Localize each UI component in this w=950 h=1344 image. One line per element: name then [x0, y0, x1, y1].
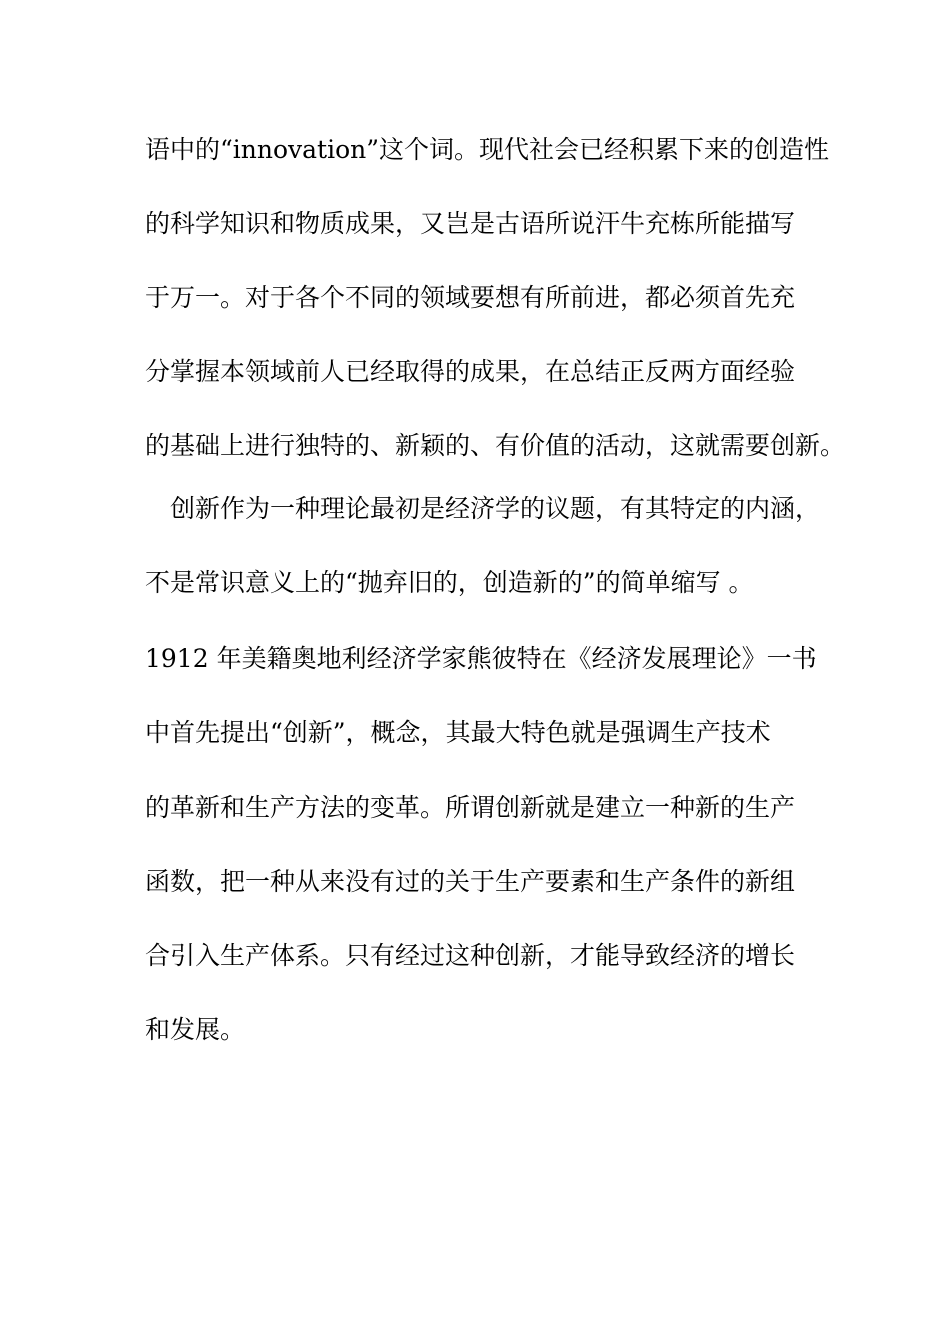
text-line: 语中的“innovation”这个词。现代社会已经积累下来的创造性: [145, 135, 830, 164]
text-line: 的科学知识和物质成果，又岂是古语所说汗牛充栋所能描写: [145, 209, 796, 238]
text-line: 的革新和生产方法的变革。所谓创新就是建立一种新的生产: [145, 793, 796, 822]
text-line: 分掌握本领域前人已经取得的成果，在总结正反两方面经验: [145, 357, 796, 386]
text-line: 1912 年美籍奥地利经济学家熊彼特在《经济发展理论》一书: [145, 644, 817, 673]
text-line: 函数，把一种从来没有过的关于生产要素和生产条件的新组: [145, 867, 796, 896]
text-line: 创新作为一种理论最初是经济学的议题，有其特定的内涵，: [145, 494, 821, 523]
text-line: 于万一。对于各个不同的领域要想有所前进，都必须首先充: [145, 283, 796, 312]
text-line: 中首先提出“创新”，概念，其最大特色就是强调生产技术: [145, 718, 771, 747]
text-line: 不是常识意义上的“抛弃旧的，创造新的”的简单缩写 。: [145, 568, 754, 597]
text-line: 和发展。: [145, 1015, 246, 1044]
text-line: 合引入生产体系。只有经过这种创新，才能导致经济的增长: [145, 941, 796, 970]
text-line: 的基础上进行独特的、新颖的、有价值的活动，这就需要创新。: [145, 431, 846, 460]
